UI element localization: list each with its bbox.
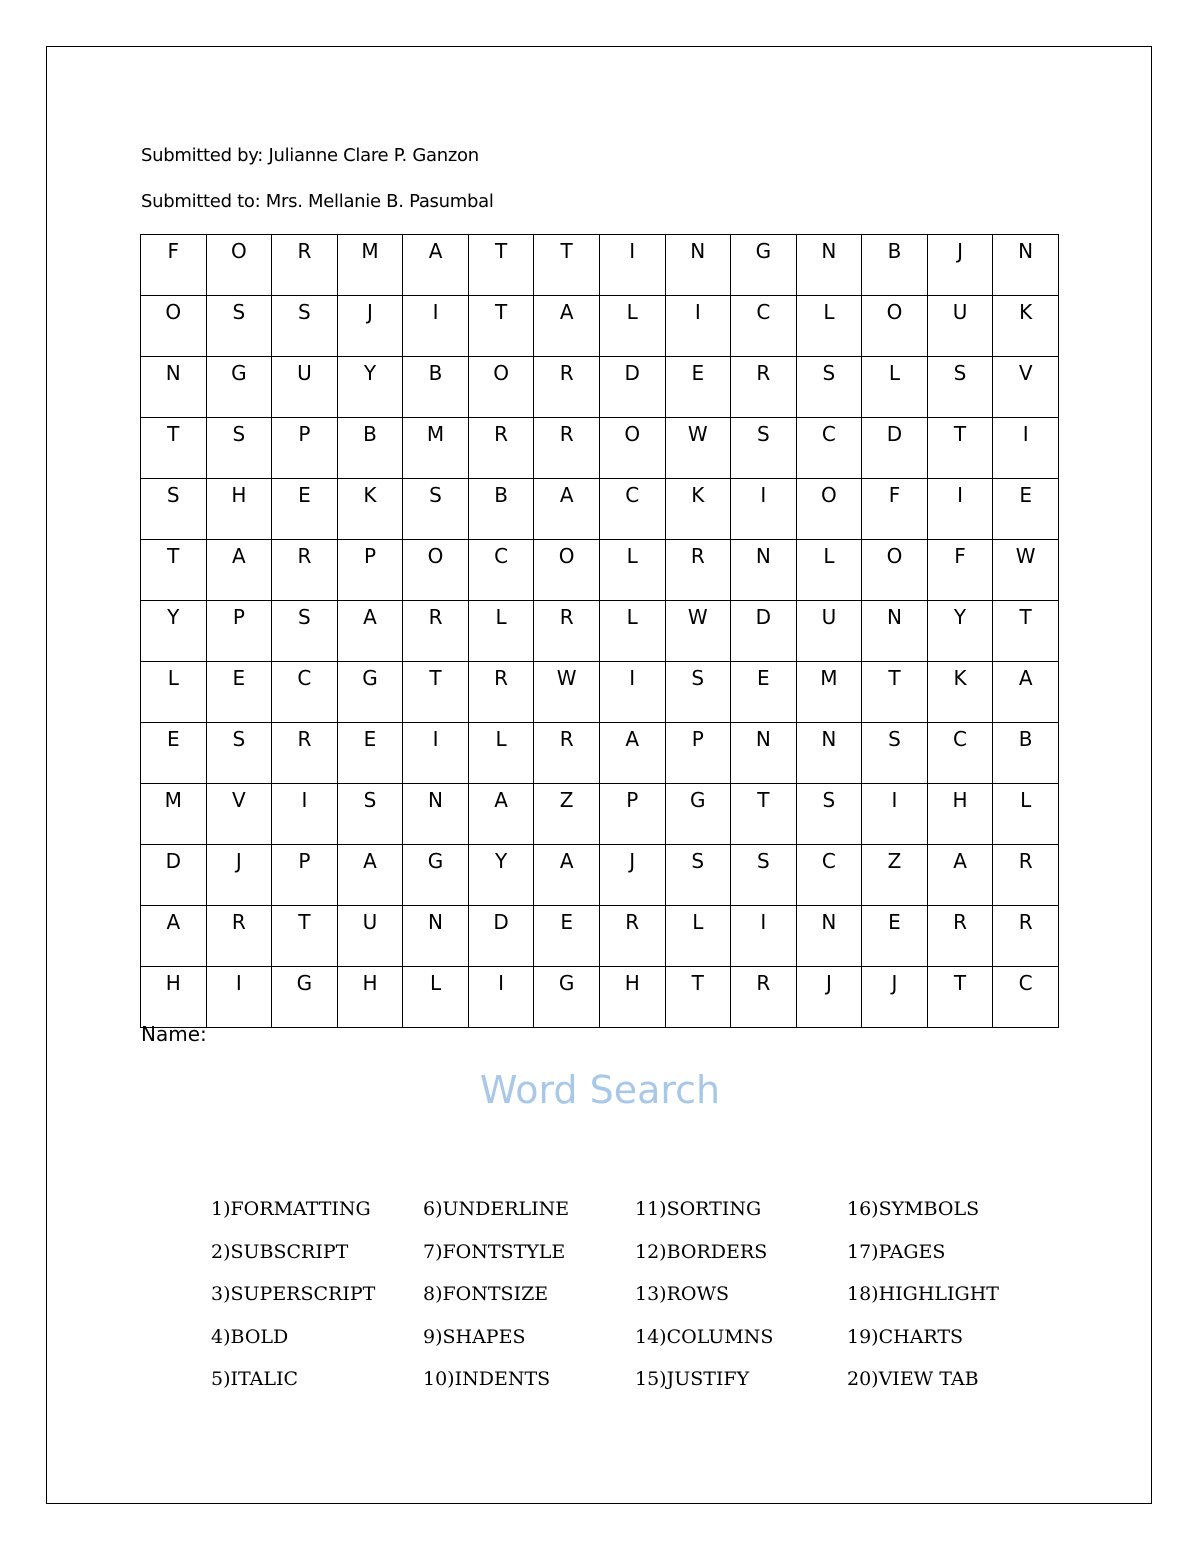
grid-cell: I bbox=[272, 784, 338, 845]
grid-cell: N bbox=[993, 235, 1059, 296]
word-list-item: 6)UNDERLINE bbox=[423, 1198, 570, 1220]
grid-cell: O bbox=[599, 418, 665, 479]
grid-cell: H bbox=[206, 479, 272, 540]
word-list-item: 9)SHAPES bbox=[423, 1325, 526, 1348]
grid-cell: E bbox=[862, 906, 928, 967]
grid-cell: J bbox=[599, 845, 665, 906]
grid-cell: W bbox=[534, 662, 600, 723]
grid-cell: M bbox=[403, 418, 469, 479]
grid-cell: D bbox=[862, 418, 928, 479]
grid-cell: R bbox=[731, 967, 797, 1028]
grid-cell: I bbox=[599, 662, 665, 723]
grid-cell: S bbox=[272, 296, 338, 357]
grid-cell: A bbox=[141, 906, 207, 967]
grid-cell: G bbox=[403, 845, 469, 906]
grid-cell: M bbox=[796, 662, 862, 723]
word-list-item: 18)HIGHLIGHT bbox=[847, 1283, 999, 1305]
grid-cell: S bbox=[337, 784, 403, 845]
grid-cell: N bbox=[141, 357, 207, 418]
grid-cell: S bbox=[796, 784, 862, 845]
grid-cell: L bbox=[599, 540, 665, 601]
grid-cell: R bbox=[534, 418, 600, 479]
grid-cell: L bbox=[468, 723, 534, 784]
grid-cell: E bbox=[141, 723, 207, 784]
grid-cell: I bbox=[927, 479, 993, 540]
grid-cell: T bbox=[731, 784, 797, 845]
grid-cell: N bbox=[403, 906, 469, 967]
grid-cell: A bbox=[927, 845, 993, 906]
grid-cell: R bbox=[403, 601, 469, 662]
grid-cell: R bbox=[206, 906, 272, 967]
grid-cell: U bbox=[337, 906, 403, 967]
grid-cell: A bbox=[534, 479, 600, 540]
grid-cell: S bbox=[665, 662, 731, 723]
grid-cell: N bbox=[796, 723, 862, 784]
word-list-item: 16)SYMBOLS bbox=[847, 1198, 980, 1220]
word-list-item: 15)JUSTIFY bbox=[635, 1368, 750, 1390]
grid-cell: C bbox=[927, 723, 993, 784]
grid-cell: L bbox=[599, 601, 665, 662]
grid-cell: E bbox=[206, 662, 272, 723]
grid-cell: N bbox=[403, 784, 469, 845]
grid-cell: S bbox=[206, 296, 272, 357]
grid-cell: O bbox=[141, 296, 207, 357]
grid-cell: M bbox=[337, 235, 403, 296]
word-list-item: 10)INDENTS bbox=[423, 1368, 551, 1390]
grid-row bbox=[141, 845, 1059, 906]
grid-cell: R bbox=[272, 235, 338, 296]
grid-cell: J bbox=[862, 967, 928, 1028]
grid-cell: V bbox=[206, 784, 272, 845]
grid-cell: L bbox=[599, 296, 665, 357]
grid-row bbox=[141, 235, 1059, 296]
grid-cell: L bbox=[993, 784, 1059, 845]
grid-cell: N bbox=[796, 235, 862, 296]
grid-cell: O bbox=[468, 357, 534, 418]
grid-cell: I bbox=[731, 479, 797, 540]
grid-cell: G bbox=[731, 235, 797, 296]
grid-cell: B bbox=[993, 723, 1059, 784]
grid-cell: W bbox=[665, 418, 731, 479]
grid-cell: L bbox=[403, 967, 469, 1028]
grid-cell: G bbox=[665, 784, 731, 845]
grid-row bbox=[141, 784, 1059, 845]
grid-cell: T bbox=[468, 296, 534, 357]
word-list-item: 13)ROWS bbox=[635, 1283, 730, 1305]
grid-cell: G bbox=[534, 967, 600, 1028]
grid-cell: C bbox=[599, 479, 665, 540]
grid-cell: F bbox=[862, 479, 928, 540]
grid-cell: O bbox=[862, 296, 928, 357]
name-label: Name: bbox=[141, 1022, 207, 1046]
grid-cell: U bbox=[796, 601, 862, 662]
grid-cell: F bbox=[927, 540, 993, 601]
word-list-item: 12)BORDERS bbox=[635, 1240, 768, 1263]
grid-cell: D bbox=[141, 845, 207, 906]
grid-cell: S bbox=[403, 479, 469, 540]
word-search-grid bbox=[140, 234, 1059, 1028]
grid-cell: P bbox=[337, 540, 403, 601]
word-list-item: 19)CHARTS bbox=[847, 1325, 964, 1348]
grid-cell: A bbox=[599, 723, 665, 784]
grid-cell: U bbox=[927, 296, 993, 357]
grid-cell: N bbox=[665, 235, 731, 296]
grid-cell: S bbox=[862, 723, 928, 784]
grid-cell: C bbox=[796, 418, 862, 479]
word-list-item: 3)SUPERSCRIPT bbox=[211, 1283, 376, 1305]
grid-cell: R bbox=[927, 906, 993, 967]
grid-cell: K bbox=[337, 479, 403, 540]
grid-cell: A bbox=[337, 845, 403, 906]
grid-cell: R bbox=[272, 540, 338, 601]
grid-row bbox=[141, 662, 1059, 723]
grid-cell: G bbox=[206, 357, 272, 418]
grid-cell: E bbox=[665, 357, 731, 418]
grid-row bbox=[141, 723, 1059, 784]
word-list-item: 7)FONTSTYLE bbox=[423, 1240, 566, 1263]
submitted-by-line: Submitted by: Julianne Clare P. Ganzon bbox=[141, 145, 479, 166]
grid-cell: L bbox=[796, 540, 862, 601]
grid-cell: K bbox=[993, 296, 1059, 357]
word-list-item: 1)FORMATTING bbox=[211, 1198, 371, 1220]
grid-cell: H bbox=[141, 967, 207, 1028]
grid-cell: N bbox=[796, 906, 862, 967]
grid-cell: A bbox=[534, 296, 600, 357]
grid-cell: O bbox=[862, 540, 928, 601]
grid-cell: P bbox=[665, 723, 731, 784]
grid-cell: R bbox=[468, 662, 534, 723]
grid-cell: H bbox=[927, 784, 993, 845]
grid-row bbox=[141, 967, 1059, 1028]
grid-cell: B bbox=[403, 357, 469, 418]
grid-cell: S bbox=[731, 418, 797, 479]
grid-cell: I bbox=[665, 296, 731, 357]
word-list-item: 4)BOLD bbox=[211, 1325, 289, 1348]
grid-row bbox=[141, 540, 1059, 601]
grid-cell: Z bbox=[534, 784, 600, 845]
grid-cell: R bbox=[468, 418, 534, 479]
grid-cell: N bbox=[862, 601, 928, 662]
grid-cell: R bbox=[534, 357, 600, 418]
word-list-item: 2)SUBSCRIPT bbox=[211, 1240, 349, 1263]
grid-cell: S bbox=[665, 845, 731, 906]
grid-cell: L bbox=[862, 357, 928, 418]
grid-cell: T bbox=[403, 662, 469, 723]
grid-cell: R bbox=[993, 845, 1059, 906]
grid-cell: O bbox=[403, 540, 469, 601]
grid-cell: W bbox=[993, 540, 1059, 601]
grid-cell: O bbox=[206, 235, 272, 296]
grid-cell: B bbox=[862, 235, 928, 296]
page-title: Word Search bbox=[479, 1068, 721, 1112]
grid-cell: I bbox=[993, 418, 1059, 479]
word-list bbox=[211, 1198, 1061, 1411]
grid-row bbox=[141, 479, 1059, 540]
grid-cell: E bbox=[731, 662, 797, 723]
submitted-to-line: Submitted to: Mrs. Mellanie B. Pasumbal bbox=[141, 191, 494, 212]
grid-cell: C bbox=[272, 662, 338, 723]
grid-cell: J bbox=[927, 235, 993, 296]
word-list-item: 11)SORTING bbox=[635, 1198, 762, 1220]
grid-cell: T bbox=[927, 967, 993, 1028]
grid-cell: Z bbox=[862, 845, 928, 906]
grid-cell: T bbox=[272, 906, 338, 967]
grid-cell: J bbox=[206, 845, 272, 906]
grid-cell: T bbox=[993, 601, 1059, 662]
grid-row bbox=[141, 296, 1059, 357]
word-list-item: 20)VIEW TAB bbox=[847, 1368, 979, 1390]
grid-cell: I bbox=[403, 723, 469, 784]
grid-cell: J bbox=[337, 296, 403, 357]
grid-cell: D bbox=[468, 906, 534, 967]
grid-cell: Y bbox=[927, 601, 993, 662]
grid-cell: L bbox=[665, 906, 731, 967]
grid-cell: C bbox=[731, 296, 797, 357]
grid-cell: R bbox=[534, 601, 600, 662]
grid-cell: P bbox=[599, 784, 665, 845]
grid-cell: Y bbox=[337, 357, 403, 418]
grid-cell: S bbox=[731, 845, 797, 906]
grid-cell: H bbox=[599, 967, 665, 1028]
grid-cell: G bbox=[272, 967, 338, 1028]
grid-cell: T bbox=[927, 418, 993, 479]
grid-cell: A bbox=[534, 845, 600, 906]
grid-cell: A bbox=[468, 784, 534, 845]
grid-cell: F bbox=[141, 235, 207, 296]
grid-cell: Y bbox=[141, 601, 207, 662]
grid-cell: H bbox=[337, 967, 403, 1028]
grid-cell: T bbox=[141, 540, 207, 601]
grid-cell: Y bbox=[468, 845, 534, 906]
grid-cell: O bbox=[534, 540, 600, 601]
word-list-item: 17)PAGES bbox=[847, 1240, 946, 1263]
grid-cell: A bbox=[403, 235, 469, 296]
grid-cell: D bbox=[599, 357, 665, 418]
word-list-item: 8)FONTSIZE bbox=[423, 1283, 549, 1305]
grid-cell: K bbox=[927, 662, 993, 723]
grid-cell: E bbox=[272, 479, 338, 540]
grid-cell: A bbox=[337, 601, 403, 662]
grid-cell: P bbox=[272, 845, 338, 906]
grid-cell: R bbox=[993, 906, 1059, 967]
grid-cell: I bbox=[403, 296, 469, 357]
grid-cell: S bbox=[796, 357, 862, 418]
grid-cell: L bbox=[468, 601, 534, 662]
grid-cell: C bbox=[468, 540, 534, 601]
grid-row bbox=[141, 906, 1059, 967]
grid-cell: P bbox=[272, 418, 338, 479]
grid-cell: B bbox=[468, 479, 534, 540]
grid-cell: I bbox=[206, 967, 272, 1028]
grid-cell: S bbox=[206, 723, 272, 784]
grid-row bbox=[141, 357, 1059, 418]
grid-row bbox=[141, 418, 1059, 479]
grid-cell: I bbox=[599, 235, 665, 296]
grid-cell: S bbox=[141, 479, 207, 540]
grid-cell: I bbox=[468, 967, 534, 1028]
grid-cell: B bbox=[337, 418, 403, 479]
grid-cell: E bbox=[534, 906, 600, 967]
grid-cell: E bbox=[337, 723, 403, 784]
grid-row bbox=[141, 601, 1059, 662]
grid-cell: S bbox=[272, 601, 338, 662]
word-list-item: 14)COLUMNS bbox=[635, 1325, 774, 1348]
grid-cell: W bbox=[665, 601, 731, 662]
grid-cell: A bbox=[993, 662, 1059, 723]
grid-cell: M bbox=[141, 784, 207, 845]
word-list-item: 5)ITALIC bbox=[211, 1368, 299, 1390]
grid-cell: E bbox=[993, 479, 1059, 540]
grid-cell: K bbox=[665, 479, 731, 540]
grid-cell: V bbox=[993, 357, 1059, 418]
grid-cell: G bbox=[337, 662, 403, 723]
grid-cell: S bbox=[206, 418, 272, 479]
grid-cell: R bbox=[665, 540, 731, 601]
grid-cell: R bbox=[272, 723, 338, 784]
grid-cell: L bbox=[796, 296, 862, 357]
grid-cell: I bbox=[862, 784, 928, 845]
grid-cell: O bbox=[796, 479, 862, 540]
grid-cell: T bbox=[862, 662, 928, 723]
grid-cell: U bbox=[272, 357, 338, 418]
grid-cell: R bbox=[534, 723, 600, 784]
grid-cell: L bbox=[141, 662, 207, 723]
grid-cell: D bbox=[731, 601, 797, 662]
grid-cell: C bbox=[796, 845, 862, 906]
grid-cell: S bbox=[927, 357, 993, 418]
grid-cell: R bbox=[599, 906, 665, 967]
grid-cell: N bbox=[731, 723, 797, 784]
grid-cell: J bbox=[796, 967, 862, 1028]
grid-cell: P bbox=[206, 601, 272, 662]
grid-cell: C bbox=[993, 967, 1059, 1028]
grid-cell: T bbox=[141, 418, 207, 479]
grid-cell: T bbox=[534, 235, 600, 296]
grid-cell: A bbox=[206, 540, 272, 601]
grid-cell: R bbox=[731, 357, 797, 418]
grid-cell: I bbox=[731, 906, 797, 967]
grid-cell: T bbox=[665, 967, 731, 1028]
grid-cell: N bbox=[731, 540, 797, 601]
grid-cell: T bbox=[468, 235, 534, 296]
